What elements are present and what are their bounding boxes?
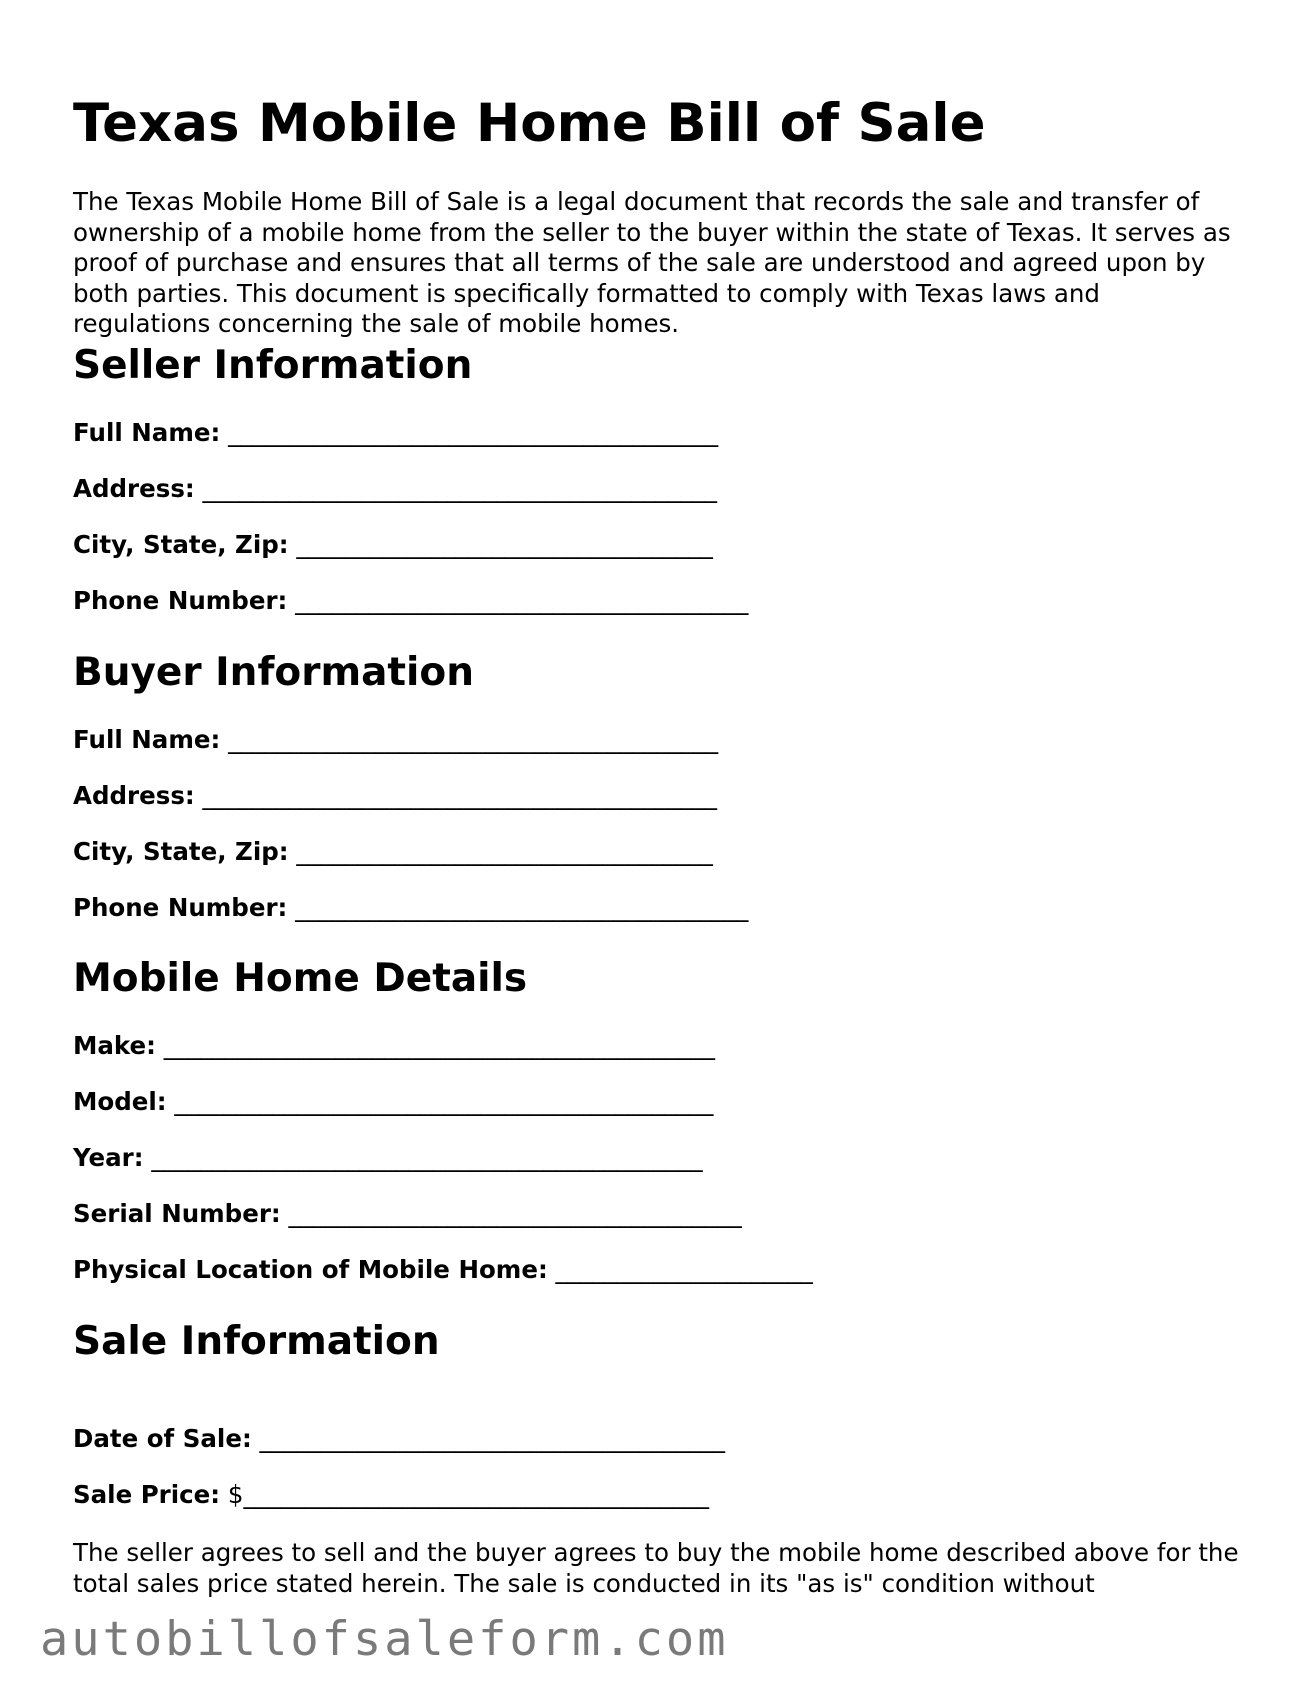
buyer-full-name-label: Full Name:: [73, 725, 221, 754]
make-blank[interactable]: _____________________________________________: [163, 1031, 716, 1060]
make-label: Make:: [73, 1031, 156, 1060]
buyer-city-state-zip-blank[interactable]: __________________________________: [296, 837, 713, 866]
buyer-address-blank[interactable]: __________________________________________: [202, 781, 717, 810]
buyer-full-name-blank[interactable]: ________________________________________: [228, 725, 719, 754]
buyer-city-state-zip-label: City, State, Zip:: [73, 837, 289, 866]
sale-section-heading: Sale Information: [73, 1319, 440, 1364]
sale-price-field[interactable]: [73, 1480, 709, 1510]
seller-phone-field[interactable]: [73, 586, 748, 616]
seller-city-state-zip-blank[interactable]: __________________________________: [296, 530, 713, 559]
serial-number-label: Serial Number:: [73, 1199, 281, 1228]
seller-phone-label: Phone Number:: [73, 586, 288, 615]
seller-section-heading: Seller Information: [73, 343, 473, 388]
buyer-city-state-zip-field[interactable]: [73, 837, 713, 867]
sale-price-label: Sale Price:: [73, 1480, 221, 1509]
make-field[interactable]: [73, 1031, 715, 1061]
date-of-sale-field[interactable]: [73, 1424, 725, 1454]
document-title: Texas Mobile Home Bill of Sale: [73, 93, 986, 154]
buyer-phone-field[interactable]: [73, 893, 748, 923]
seller-full-name-field[interactable]: [73, 418, 718, 448]
closing-paragraph: The seller agrees to sell and the buyer agrees to buy the mobile home described above for the total sales price stated herein. The sale is conducted in its "as is" condition without: [73, 1538, 1239, 1598]
buyer-section-heading: Buyer Information: [73, 650, 474, 695]
serial-number-blank[interactable]: _____________________________________: [288, 1199, 742, 1228]
date-of-sale-blank[interactable]: ______________________________________: [259, 1424, 726, 1453]
year-blank[interactable]: _____________________________________________: [151, 1143, 703, 1172]
seller-city-state-zip-label: City, State, Zip:: [73, 530, 289, 559]
date-of-sale-label: Date of Sale:: [73, 1424, 252, 1453]
buyer-address-field[interactable]: [73, 781, 717, 811]
model-blank[interactable]: ____________________________________________: [174, 1087, 714, 1116]
sale-price-blank[interactable]: ______________________________________: [243, 1480, 709, 1509]
buyer-phone-blank[interactable]: _____________________________________: [295, 893, 749, 922]
model-label: Model:: [73, 1087, 167, 1116]
model-field[interactable]: [73, 1087, 713, 1117]
seller-address-label: Address:: [73, 474, 195, 503]
year-label: Year:: [73, 1143, 144, 1172]
seller-full-name-blank[interactable]: ________________________________________: [228, 418, 719, 447]
seller-phone-blank[interactable]: _____________________________________: [295, 586, 749, 615]
seller-full-name-label: Full Name:: [73, 418, 221, 447]
seller-address-field[interactable]: [73, 474, 717, 504]
currency-symbol: $: [227, 1480, 244, 1509]
site-watermark: autobillofsaleform.com: [40, 1612, 729, 1667]
buyer-phone-label: Phone Number:: [73, 893, 288, 922]
intro-paragraph: The Texas Mobile Home Bill of Sale is a legal document that records the sale and transfer of ownership of a mobile home from the seller to the buyer within the state of Texas. It serves as proof of purchase and ensures that all terms of the sale are understood and agreed upon by both parties. This document is specifically formatted to comply with Texas laws and regulations concerning the sale of mobile homes.: [73, 187, 1231, 338]
physical-location-field[interactable]: [73, 1255, 813, 1285]
buyer-address-label: Address:: [73, 781, 195, 810]
seller-city-state-zip-field[interactable]: [73, 530, 713, 560]
mobile-home-section-heading: Mobile Home Details: [73, 956, 528, 1001]
physical-location-blank[interactable]: _____________________: [555, 1255, 813, 1284]
physical-location-label: Physical Location of Mobile Home:: [73, 1255, 548, 1284]
seller-address-blank[interactable]: __________________________________________: [202, 474, 717, 503]
year-field[interactable]: [73, 1143, 703, 1173]
buyer-full-name-field[interactable]: [73, 725, 718, 755]
serial-number-field[interactable]: [73, 1199, 742, 1229]
